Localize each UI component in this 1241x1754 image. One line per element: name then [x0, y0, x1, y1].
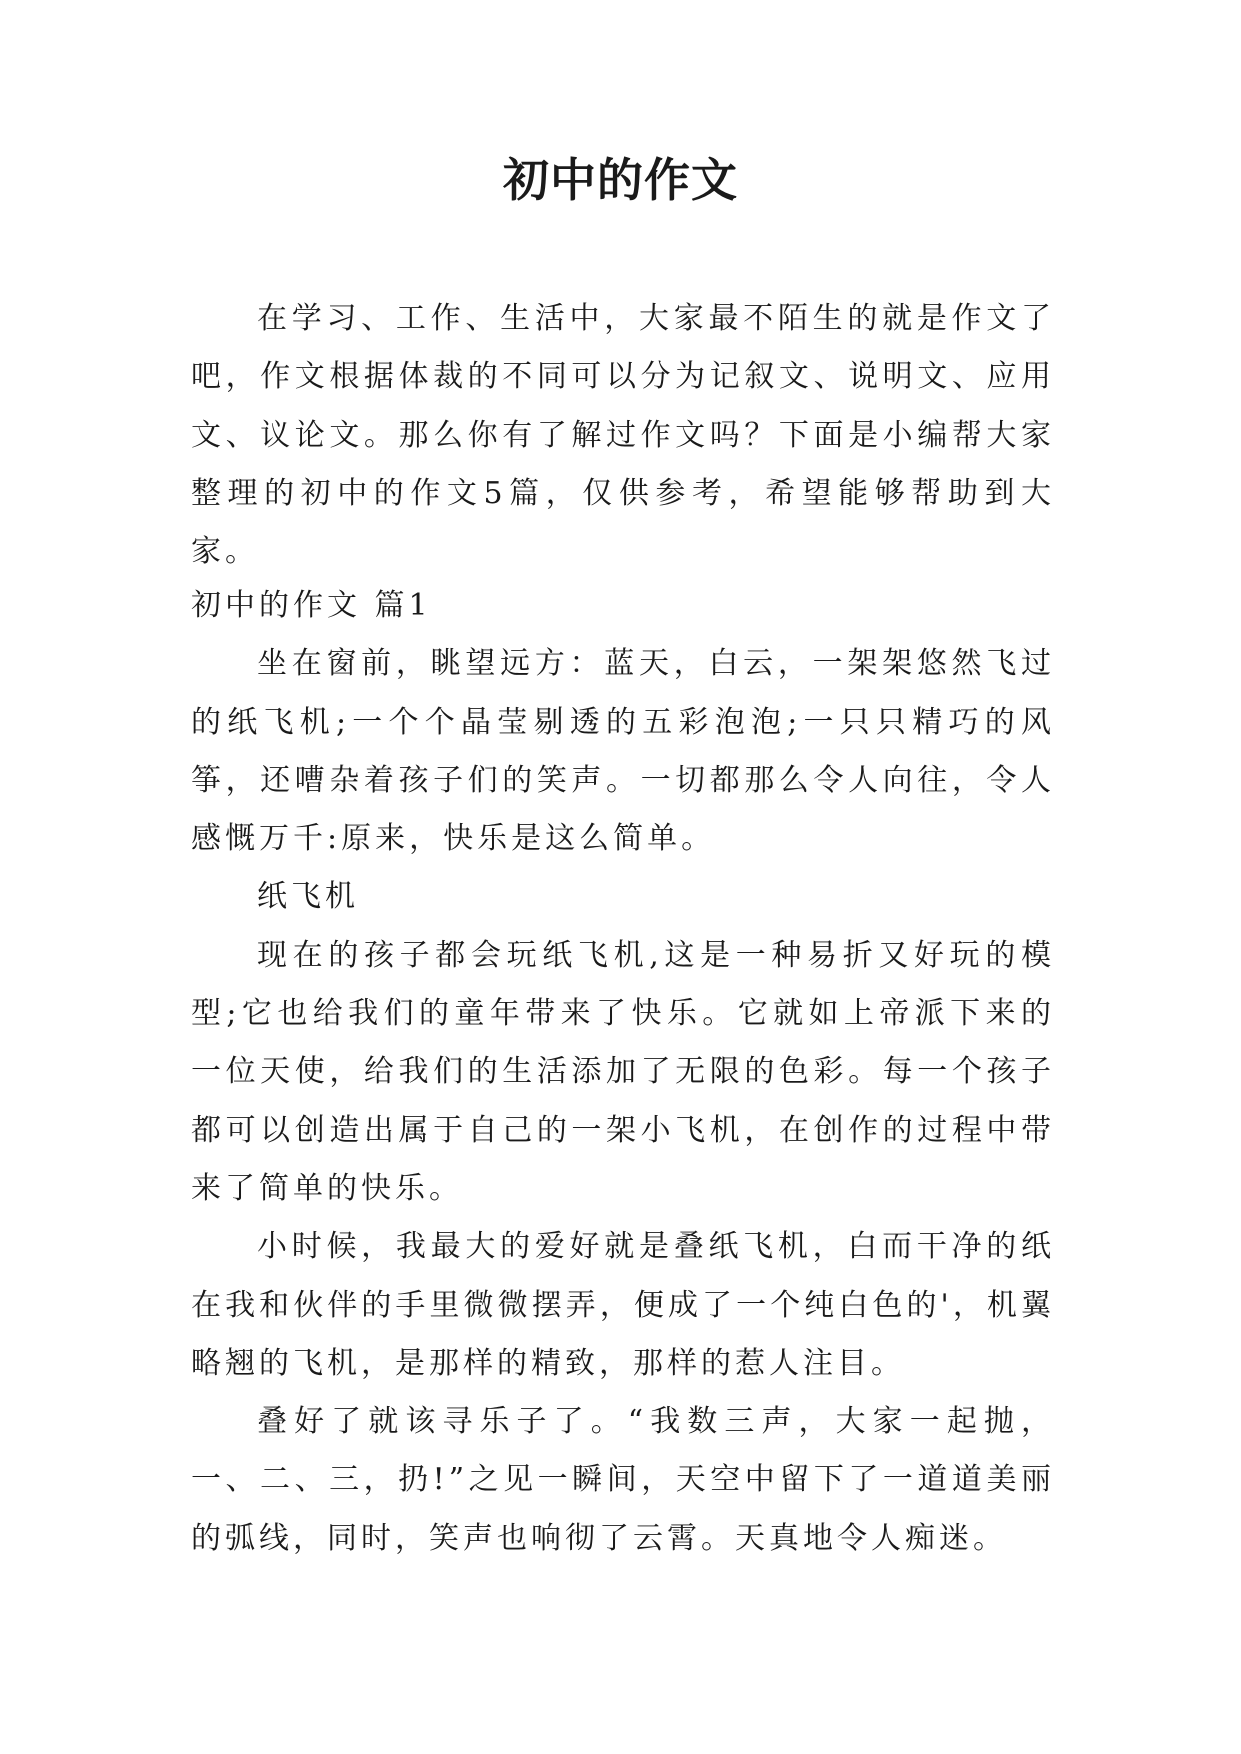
intro-block [191, 290, 1055, 581]
section-1 [191, 577, 1055, 1568]
paragraph: 坐在窗前，眺望远方：蓝天，白云，一架架悠然飞过的纸飞机;一个个晶莹剔透的五彩泡泡;一只只精巧的风筝，还嘈杂着孩子们的笑声。一切都那么令人向往，令人感慨万千:原来，快乐是这么简单。 [191, 646, 1055, 857]
intro-paragraph: 在学习、工作、生活中，大家最不陌生的就是作文了吧，作文根据体裁的不同可以分为记叙文、说明文、应用文、议论文。那么你有了解过作文吗？下面是小编帮大家整理的初中的作文5篇，仅供参考，希望能够帮助到大家。 [191, 301, 1055, 570]
section-heading: 初中的作文 篇1 [191, 588, 432, 623]
paragraph: 叠好了就该寻乐子了。“我数三声，大家一起抛，一、二、三，扔!”之见一瞬间，天空中留下了一道道美丽的弧线，同时，笑声也响彻了云霄。天真地令人痴迷。 [191, 1404, 1055, 1556]
paragraph: 小时候，我最大的爱好就是叠纸飞机，白而干净的纸在我和伙伴的手里微微摆弄，便成了一个纯白色的'，机翼略翘的飞机，是那样的精致，那样的惹人注目。 [191, 1229, 1055, 1381]
document-title: 初中的作文 [503, 153, 738, 207]
subheading-paper-plane: 纸飞机 [257, 879, 359, 915]
paragraph: 现在的孩子都会玩纸飞机,这是一种易折又好玩的模型;它也给我们的童年带来了快乐。它就如上帝派下来的一位天使，给我们的生活添加了无限的色彩。每一个孩子都可以创造出属于自己的一架小飞机，在创作的过程中带来了简单的快乐。 [191, 937, 1055, 1206]
